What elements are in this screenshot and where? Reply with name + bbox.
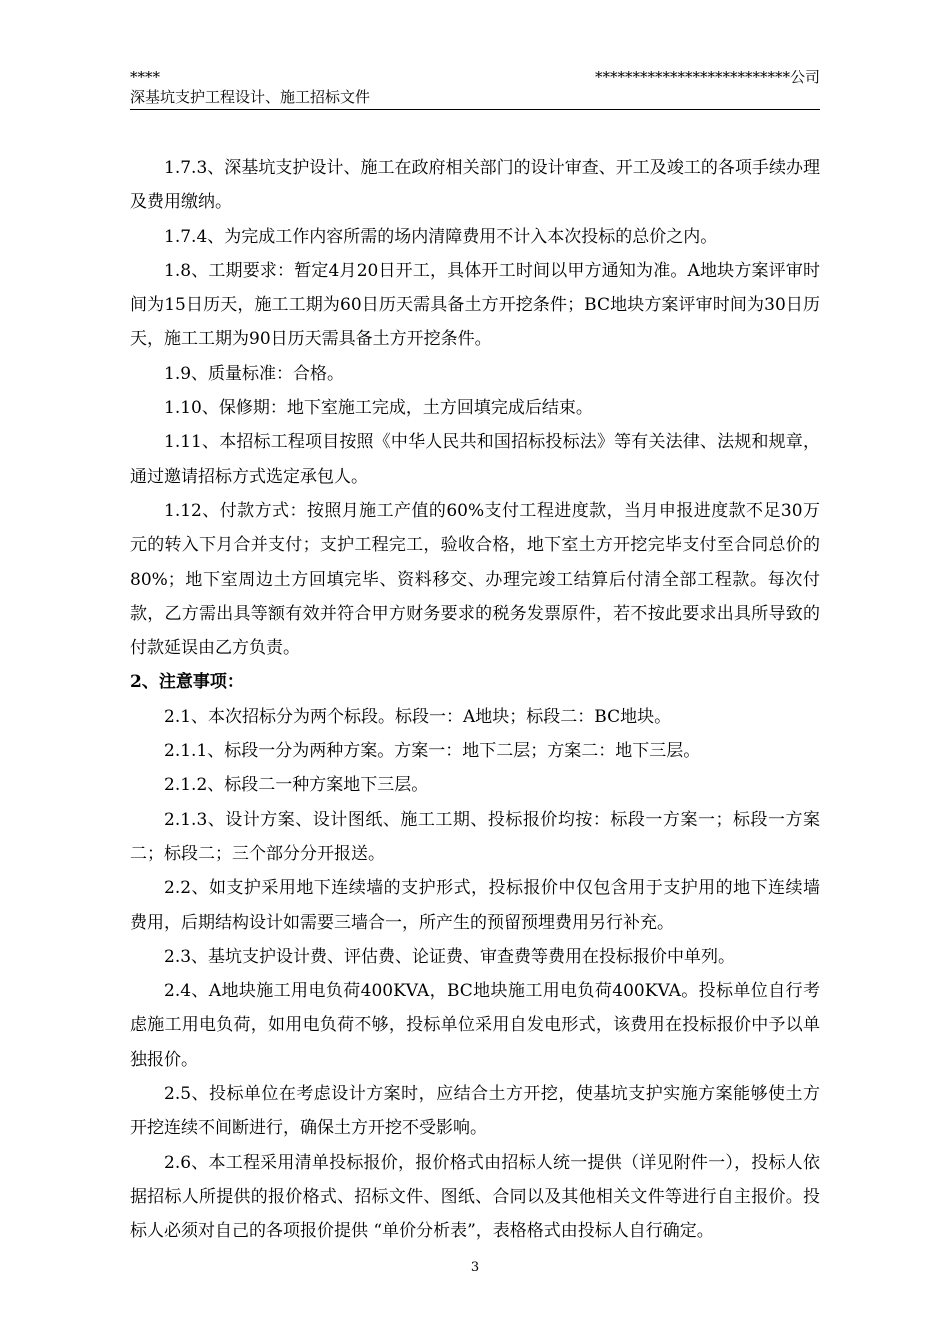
clause-1-10: 1.10、保修期：地下室施工完成，土方回填完成后结束。 (164, 398, 593, 419)
header-left-mark: **** (130, 68, 160, 86)
clause-2-1-3: 2.1.3、设计方案、设计图纸、施工工期、投标报价均按：标段一方案一；标段一方案二；标段二；三个部分分开报送。 (130, 809, 820, 864)
header-divider (130, 109, 820, 110)
clause-1-8: 1.8、工期要求：暂定4月20日开工，具体开工时间以甲方通知为准。A地块方案评审时间为15日历天，施工工期为60日历天需具备土方开挖条件；BC地块方案评审时间为30日历天，施工工期为90日历天需具备土方开挖条件。 (130, 260, 820, 350)
document-body (130, 151, 820, 1249)
clause-2-6: 2.6、本工程采用清单投标报价，报价格式由招标人统一提供（详见附件一），投标人依据招标人所提供的报价格式、招标文件、图纸、合同以及其他相关文件等进行自主报价。投标人必须对自己的各项报价提供 “单价分析表”，表格格式由投标人自行确定。 (130, 1152, 820, 1242)
clause-2-2: 2.2、如支护采用地下连续墙的支护形式，投标报价中仅包含用于支护用的地下连续墙费用，后期结构设计如需要三墙合一，所产生的预留预埋费用另行补充。 (130, 878, 820, 933)
clause-1-12: 1.12、付款方式：按照月施工产值的60%支付工程进度款，当月申报进度款不足30万元的转入下月合并支付；支护工程完工，验收合格，地下室土方开挖完毕支付至合同总价的80%；地下室周边土方回填完毕、资料移交、办理完竣工结算后付清全部工程款。每次付款，乙方需出具等额有效并符合甲方财务要求的税务发票原件，若不按此要求出具所导致的付款延误由乙方负责。 (130, 500, 820, 659)
clause-1-9: 1.9、质量标准：合格。 (164, 363, 345, 384)
clause-2-1-2: 2.1.2、标段二一种方案地下三层。 (164, 775, 429, 796)
clause-1-7-4: 1.7.4、为完成工作内容所需的场内清障费用不计入本次投标的总价之内。 (164, 226, 718, 247)
section-heading-2: 2、注意事项： (130, 672, 244, 693)
page-header (130, 68, 820, 107)
clause-1-11: 1.11、本招标工程项目按照《中华人民共和国招标投标法》等有关法律、法规和规章，通过邀请招标方式选定承包人。 (130, 432, 820, 487)
clause-2-1: 2.1、本次招标分为两个标段。标段一：A地块；标段二：BC地块。 (164, 706, 672, 727)
header-document-title: 深基坑支护工程设计、施工招标文件 (130, 88, 371, 106)
clause-2-4: 2.4、A地块施工用电负荷400KVA，BC地块施工用电负荷400KVA。投标单位自行考虑施工用电负荷，如用电负荷不够，投标单位采用自发电形式，该费用在投标报价中予以单独报价。 (130, 981, 820, 1070)
header-top-row (130, 68, 820, 86)
clause-2-5: 2.5、投标单位在考虑设计方案时，应结合土方开挖，使基坑支护实施方案能够使土方开挖连续不间断进行，确保土方开挖不受影响。 (130, 1084, 820, 1139)
clause-1-7-3: 1.7.3、深基坑支护设计、施工在政府相关部门的设计审查、开工及竣工的各项手续办理及费用缴纳。 (130, 158, 820, 213)
clause-2-3: 2.3、基坑支护设计费、评估费、论证费、审查费等费用在投标报价中单列。 (164, 946, 736, 967)
header-company: **************************公司 (594, 68, 820, 86)
page-number: 3 (470, 1260, 480, 1275)
clause-2-1-1: 2.1.1、标段一分为两种方案。方案一：地下二层；方案二：地下三层。 (164, 741, 701, 762)
